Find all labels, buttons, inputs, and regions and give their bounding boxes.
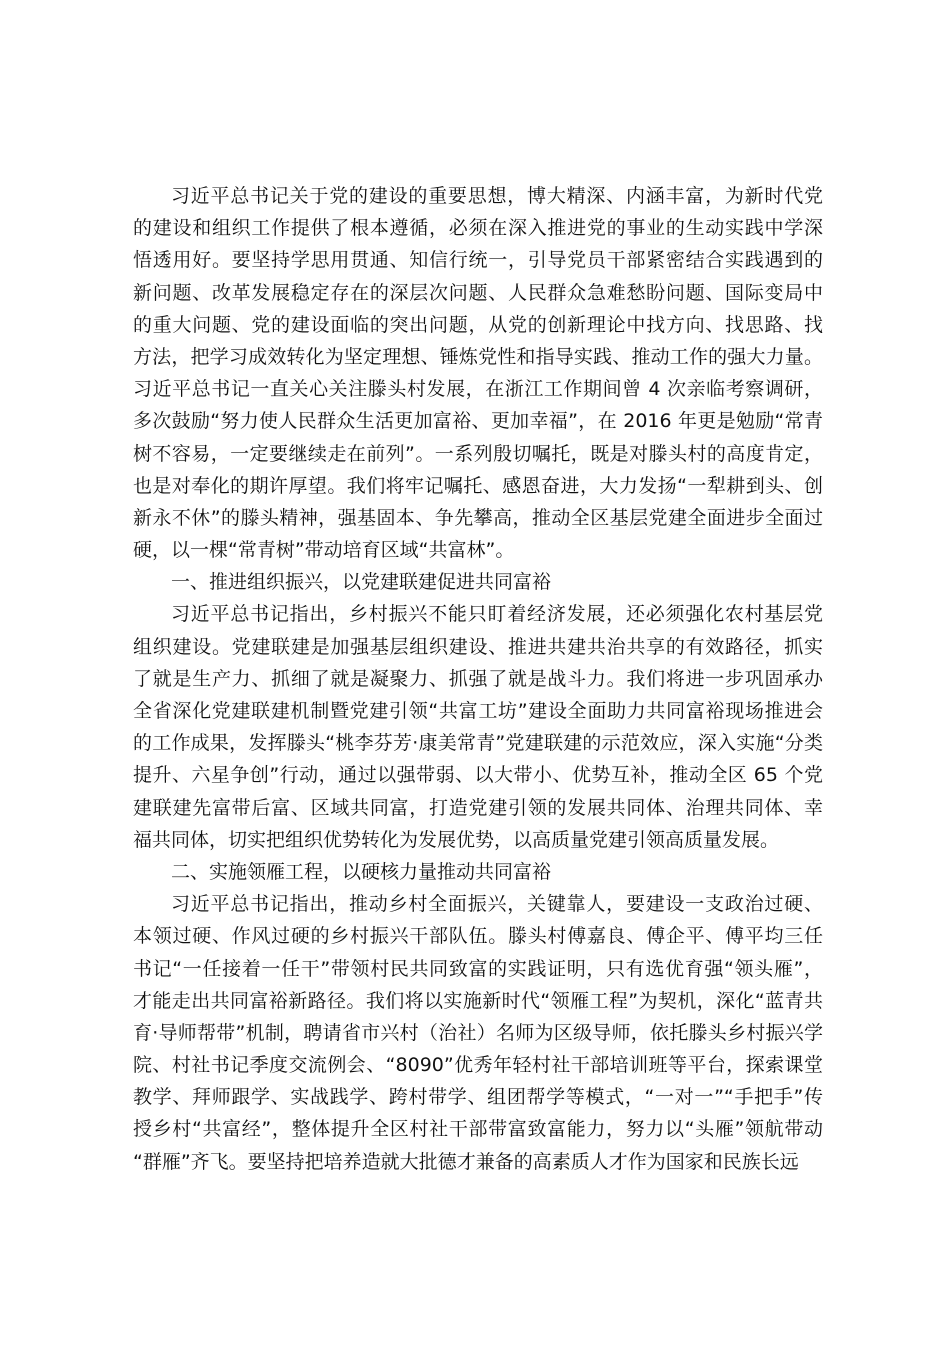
paragraph-line: 教学、拜师跟学、实战践学、跨村带学、组团帮学等模式，“一对一”“手把手”传	[133, 1086, 823, 1109]
paragraph-line: 树不容易，一定要继续走在前列”。一系列殷切嘱托，既是对滕头村的高度肯定，	[133, 442, 823, 465]
body-paragraph	[133, 180, 823, 566]
paragraph-line: 授乡村“共富经”，整体提升全区村社干部带富致富能力，努力以“头雁”领航带动	[133, 1118, 823, 1141]
paragraph-line: 提升、六星争创”行动，通过以强带弱、以大带小、优势互补，推动全区 65 个党	[133, 764, 823, 787]
body-paragraph	[133, 888, 823, 1178]
section-heading	[133, 856, 823, 888]
paragraph-line: 才能走出共同富裕新路径。我们将以实施新时代“领雁工程”为契机，深化“蓝青共	[133, 989, 823, 1012]
paragraph-line: 了就是生产力、抓细了就是凝聚力、抓强了就是战斗力。我们将进一步巩固承办	[133, 667, 823, 690]
heading-text: 二、实施领雁工程，以硬核力量推动共同富裕	[171, 860, 552, 883]
paragraph-line: 新问题、改革发展稳定存在的深层次问题、人民群众急难愁盼问题、国际变局中	[133, 281, 823, 304]
section-heading	[133, 566, 823, 598]
paragraph-line: 习近平总书记一直关心关注滕头村发展，在浙江工作期间曾 4 次亲临考察调研，	[133, 378, 823, 401]
paragraph-line: 也是对奉化的期许厚望。我们将牢记嘱托、感恩奋进，大力发扬“一犁耕到头、创	[133, 474, 823, 497]
paragraph-line: 全省深化党建联建机制暨党建引领“共富工坊”建设全面助力共同富裕现场推进会	[133, 700, 823, 722]
paragraph-line: 习近平总书记关于党的建设的重要思想，博大精深、内涵丰富，为新时代党	[171, 185, 823, 207]
paragraph-line: 习近平总书记指出，乡村振兴不能只盯着经济发展，还必须强化农村基层党	[171, 603, 823, 626]
body-paragraph	[133, 598, 823, 856]
paragraph-line: 的建设和组织工作提供了根本遵循，必须在深入推进党的事业的生动实践中学深	[133, 217, 823, 240]
heading-text: 一、推进组织振兴，以党建联建促进共同富裕	[171, 571, 552, 594]
paragraph-line: 福共同体，切实把组织优势转化为发展优势，以高质量党建引领高质量发展。	[133, 828, 780, 851]
paragraph-line: 组织建设。党建联建是加强基层组织建设、推进共建共治共享的有效路径，抓实	[133, 635, 823, 658]
paragraph-line: 方法，把学习成效转化为坚定理想、锤炼党性和指导实践、推动工作的强大力量。	[133, 345, 823, 368]
paragraph-line: 书记“一任接着一任干”带领村民共同致富的实践证明，只有选优育强“领头雁”，	[133, 957, 823, 980]
paragraph-line: 硬，以一棵“常青树”带动培育区域“共富林”。	[133, 539, 515, 562]
paragraph-line: 建联建先富带后富、区域共同富，打造党建引领的发展共同体、治理共同体、幸	[133, 796, 823, 819]
paragraph-line: “群雁”齐飞。要坚持把培养造就大批德才兼备的高素质人才作为国家和民族长远	[133, 1150, 799, 1173]
paragraph-line: 悟透用好。要坚持学思用贯通、知信行统一，引导党员干部紧密结合实践遇到的	[133, 249, 823, 272]
paragraph-line: 育·导师帮带”机制，聘请省市兴村（治社）名师为区级导师，依托滕头乡村振兴学	[133, 1021, 823, 1044]
document-body	[133, 180, 823, 1178]
paragraph-line: 的重大问题、党的建设面临的突出问题，从党的创新理论中找方向、找思路、找	[133, 313, 823, 336]
paragraph-line: 新永不休”的滕头精神，强基固本、争先攀高，推动全区基层党建全面进步全面过	[133, 506, 823, 529]
paragraph-line: 本领过硬、作风过硬的乡村振兴干部队伍。滕头村傅嘉良、傅企平、傅平均三任	[133, 925, 823, 948]
paragraph-line: 院、村社书记季度交流例会、“8090”优秀年轻村社干部培训班等平台，探索课堂	[133, 1054, 823, 1077]
paragraph-line: 习近平总书记指出，推动乡村全面振兴，关键靠人，要建设一支政治过硬、	[171, 893, 823, 916]
paragraph-line: 的工作成果，发挥滕头“桃李芬芳·康美常青”党建联建的示范效应，深入实施“分类	[133, 732, 823, 755]
paragraph-line: 多次鼓励“努力使人民群众生活更加富裕、更加幸福”，在 2016 年更是勉励“常青	[133, 410, 823, 433]
